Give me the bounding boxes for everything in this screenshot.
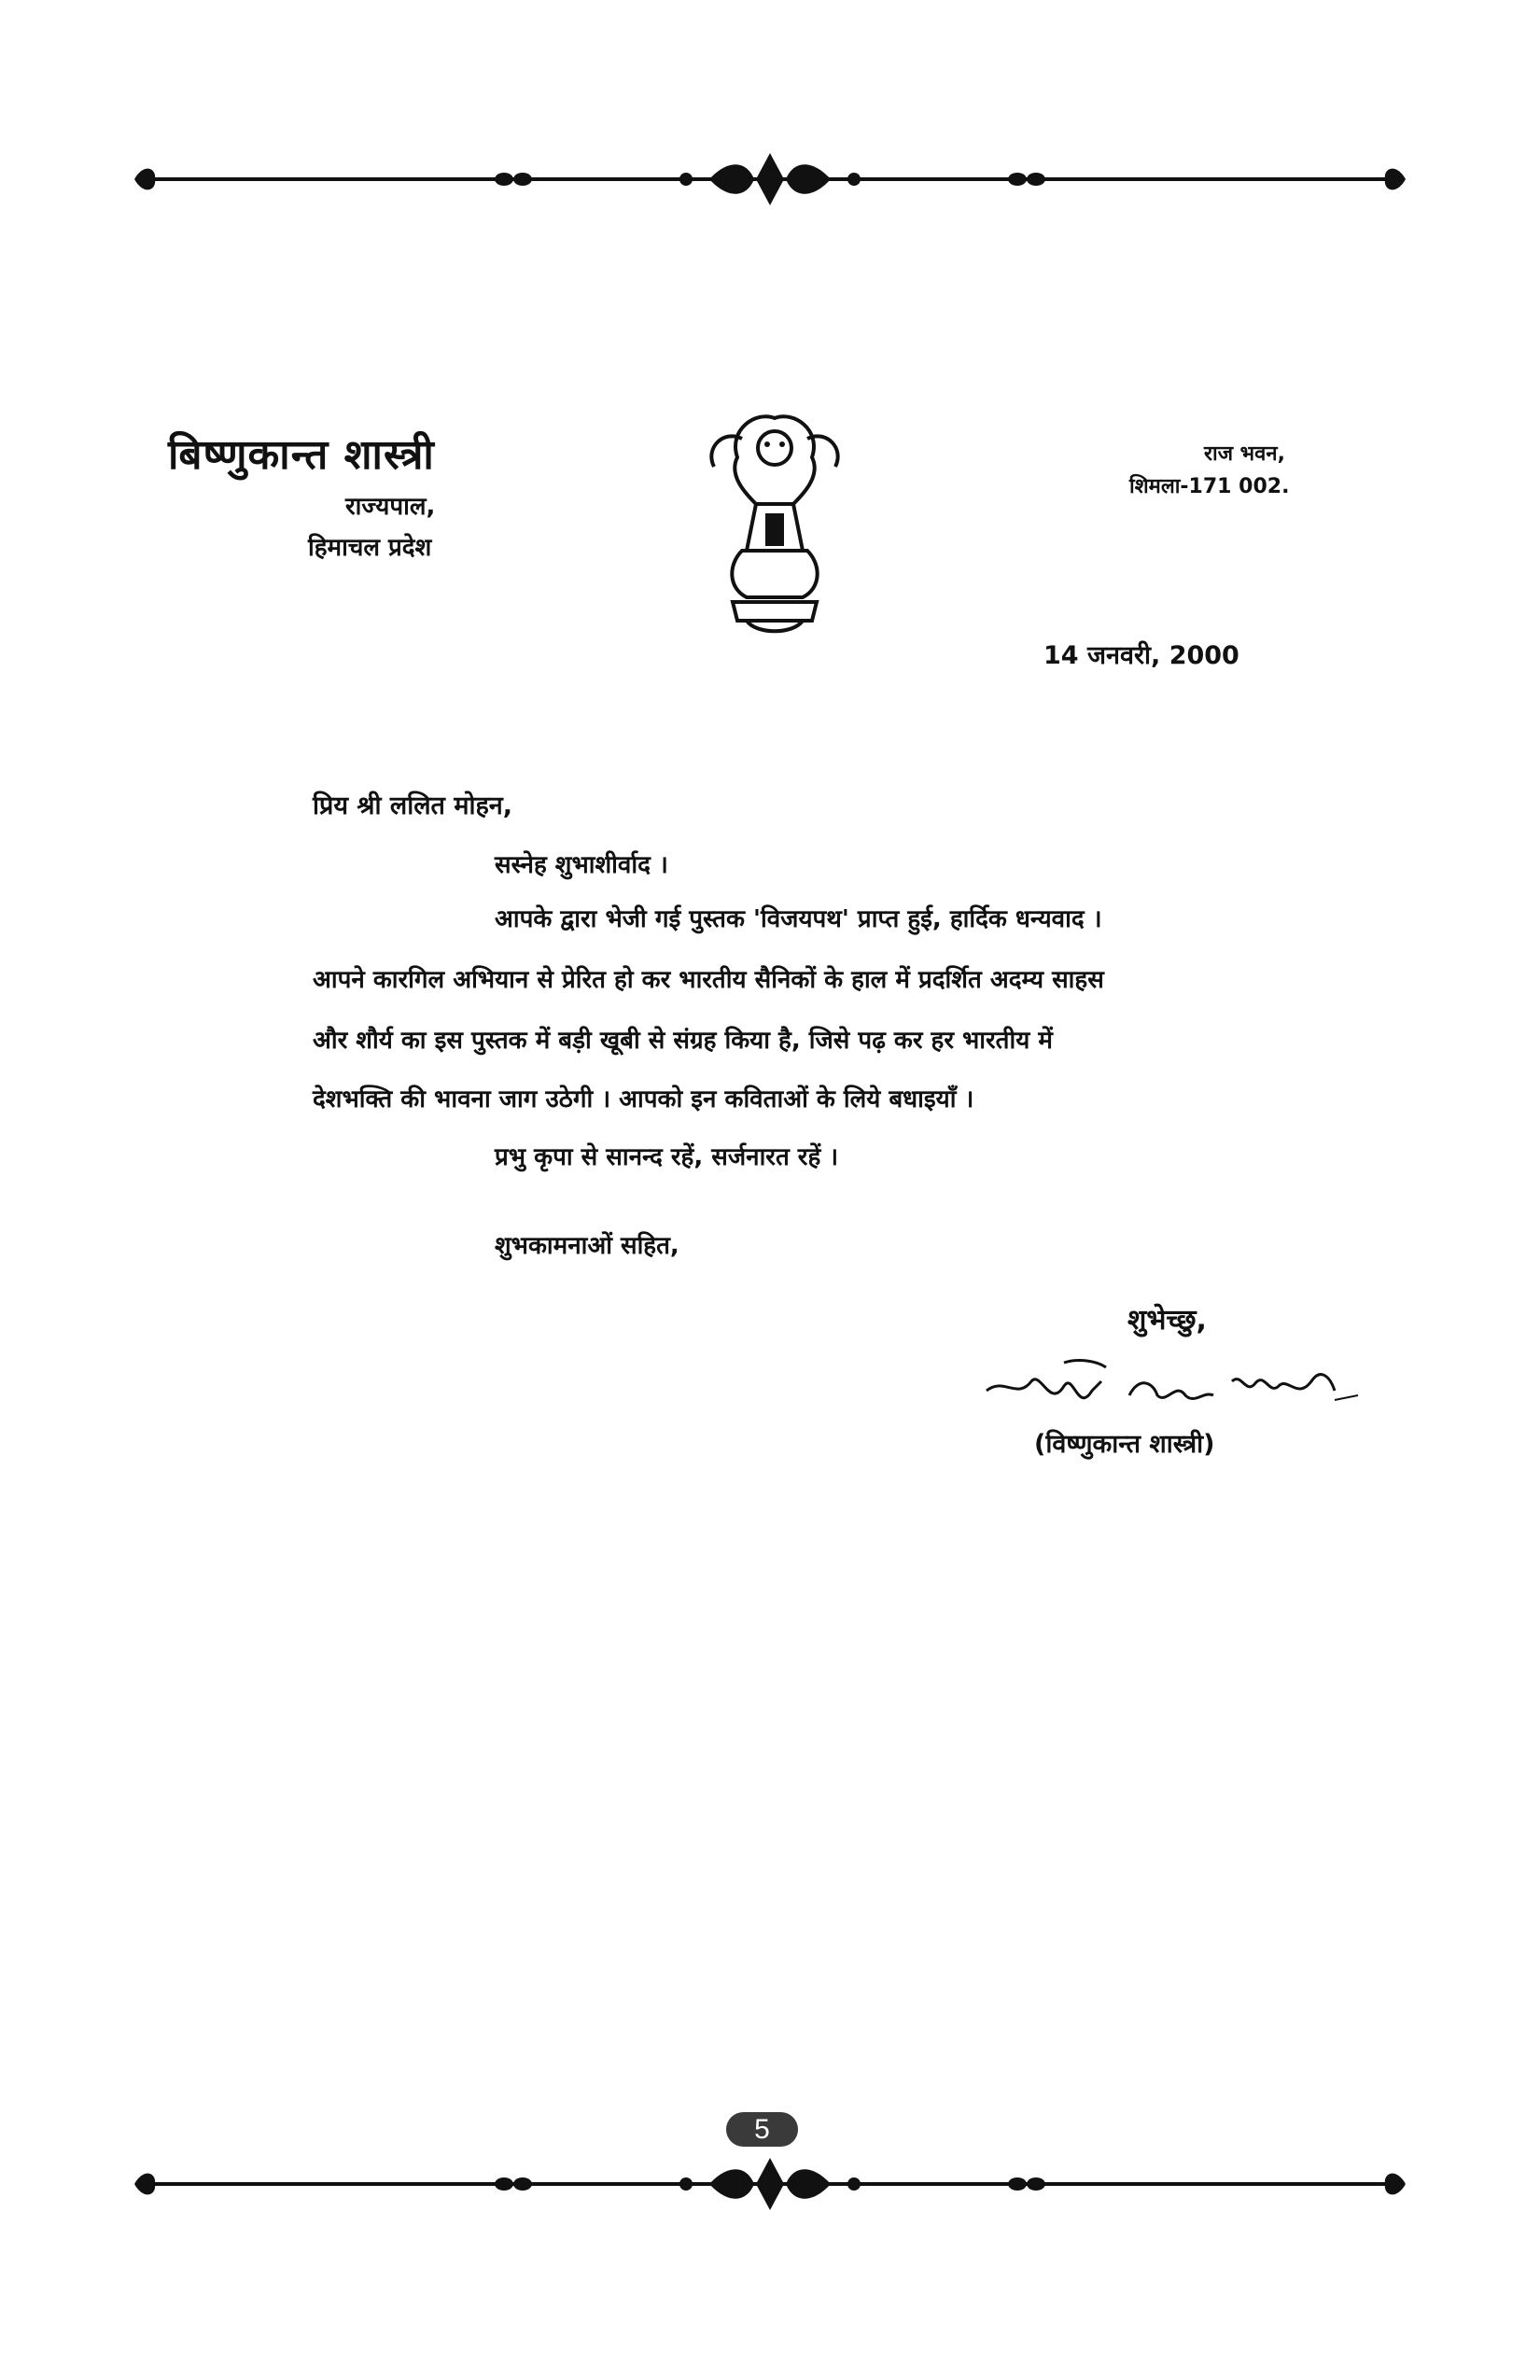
handwritten-signature — [975, 1344, 1367, 1428]
sender-state: हिमाचल प्रदेश — [308, 534, 432, 562]
body-line: देशभक्ति की भावना जाग उठेगी । आपको इन कविताओं के लिये बधाइयाँ । — [313, 1085, 974, 1113]
address-line-2: शिमला-171 002. — [1129, 475, 1290, 498]
body-line: और शौर्य का इस पुस्तक में बड़ी खूबी से संग्रह किया है, जिसे पढ़ कर हर भारतीय में — [313, 1027, 1053, 1055]
letter-date: 14 जनवरी, 2000 — [1043, 641, 1239, 670]
top-ornament-divider — [131, 151, 1409, 207]
address-line-1: राज भवन, — [1204, 442, 1285, 466]
body-line: प्रभु कृपा से सानन्द रहें, सर्जनारत रहें । — [495, 1143, 839, 1171]
bottom-ornament-divider — [131, 2156, 1409, 2212]
salutation: प्रिय श्री ललित मोहन, — [313, 791, 513, 820]
body-line: आपके द्वारा भेजी गई पुस्तक 'विजयपथ' प्राप्त हुई, हार्दिक धन्यवाद । — [495, 905, 1102, 933]
closing-line: शुभकामनाओं सहित, — [495, 1232, 679, 1260]
page-number-badge: 5 — [726, 2112, 798, 2147]
greeting: सस्नेह शुभाशीर्वाद । — [495, 851, 668, 879]
signatory-name: (विष्णुकान्त शास्त्री) — [1034, 1430, 1215, 1459]
sender-title: राज्यपाल, — [345, 493, 436, 521]
body-line: आपने कारगिल अभियान से प्रेरित हो कर भारतीय सैनिकों के हाल में प्रदर्शित अदम्य साहस — [313, 966, 1104, 994]
sender-name: बिष्णुकान्त शास्त्री — [168, 431, 435, 479]
national-emblem-icon — [691, 401, 859, 649]
valediction: शुभेच्छु, — [1127, 1304, 1207, 1337]
